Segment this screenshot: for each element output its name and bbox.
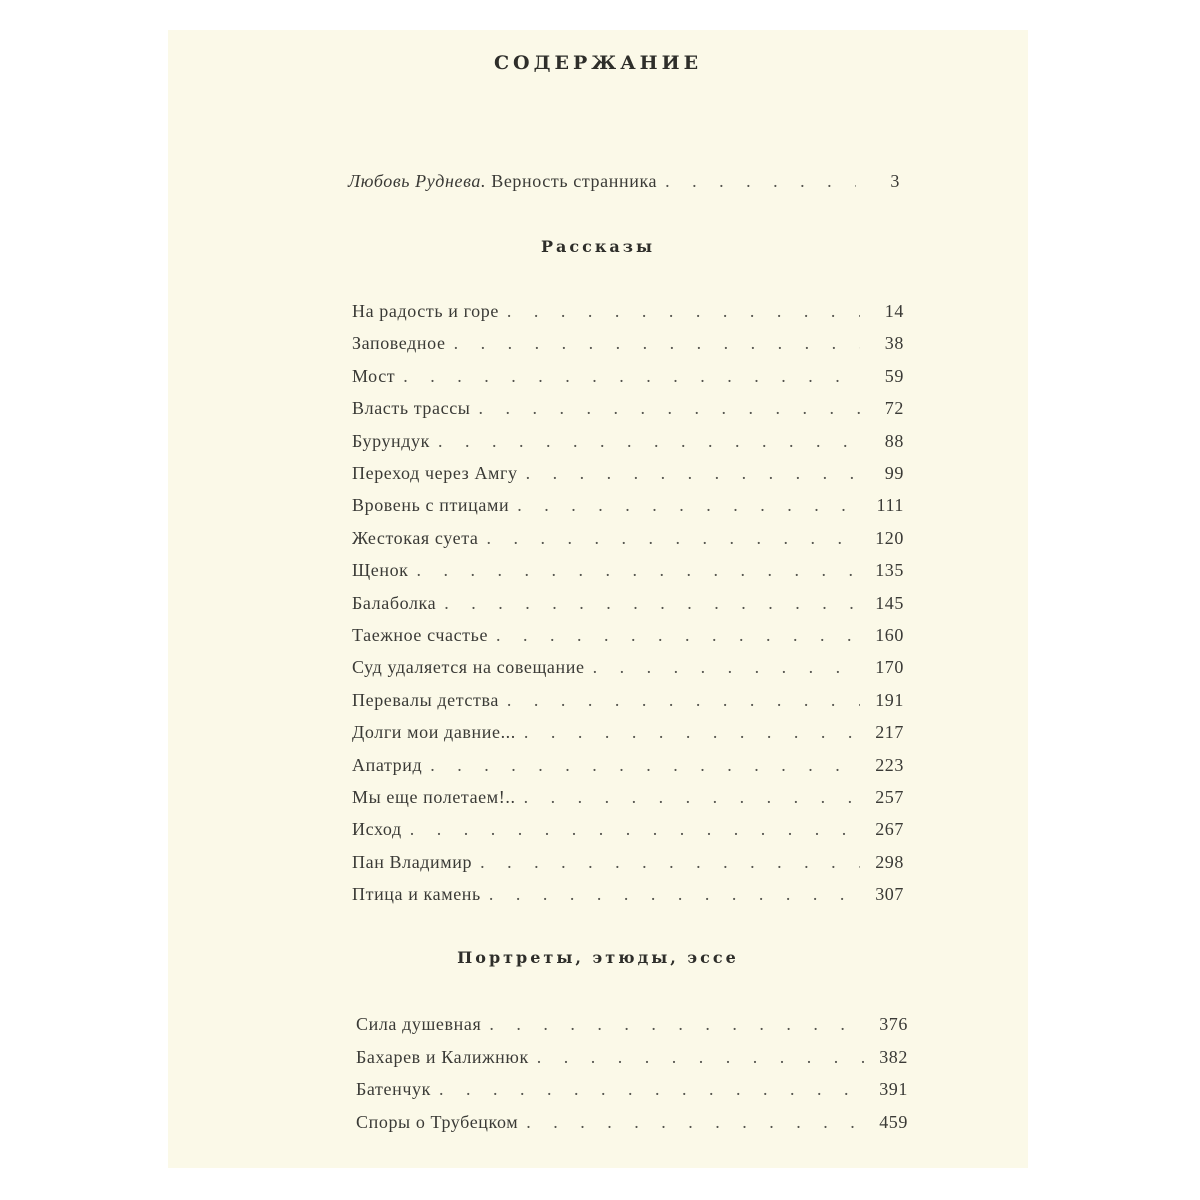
toc-entry-title: На радость и горе [352, 301, 499, 321]
toc-entry [356, 1078, 908, 1100]
page-title: СОДЕРЖАНИЕ [493, 52, 703, 74]
toc-entry [352, 332, 904, 354]
toc-entry-page-number: 38 [884, 333, 904, 354]
intro-entry [348, 170, 900, 192]
toc-entry-page-number: 135 [875, 560, 904, 581]
toc-entry [352, 592, 904, 614]
toc-entry-title: Споры о Трубецком [356, 1111, 519, 1132]
toc-entry [352, 851, 904, 873]
toc-entry [352, 365, 904, 387]
dot-leader [444, 592, 860, 614]
dot-leader [439, 1078, 864, 1100]
intro-title: Верность странника [491, 171, 658, 191]
toc-entry [356, 1111, 908, 1133]
toc-entry-title: Заповедное [352, 333, 446, 354]
dot-leader [537, 1046, 864, 1068]
toc-entry-title: Балаболка [352, 592, 437, 613]
dot-leader [507, 300, 860, 322]
toc-entry-page-number: 59 [884, 365, 904, 386]
dot-leader [487, 527, 861, 549]
toc-entry-title: Вровень с птицами [352, 495, 510, 516]
dot-leader [430, 754, 860, 776]
toc-entry [352, 624, 904, 646]
toc-entry-page-number: 99 [884, 463, 904, 483]
toc-entry-page-number: 223 [875, 754, 904, 775]
toc-entry-title: Щенок [352, 560, 409, 581]
dot-leader [524, 721, 860, 743]
toc-entry [356, 1046, 908, 1068]
toc-entry [352, 494, 904, 516]
toc-entry-title: Власть трассы [352, 398, 471, 419]
toc-entry [352, 883, 904, 905]
toc-entry-page-number: 217 [875, 722, 904, 743]
dot-leader [526, 1111, 864, 1133]
toc-entry-title: Птица и камень [352, 884, 481, 905]
toc-entry-title: Сила душевная [356, 1014, 482, 1034]
toc-entry [352, 559, 904, 581]
dot-leader [417, 559, 860, 581]
dot-leader [480, 851, 860, 873]
toc-entry [352, 656, 904, 678]
toc-entry-title: Бахарев и Калижнюк [356, 1046, 529, 1067]
section-title-portraits: Портреты, этюды, эссе [457, 948, 739, 967]
toc-entry-page-number: 111 [876, 495, 904, 516]
dot-leader [479, 397, 861, 419]
toc-entry-page-number: 191 [875, 689, 904, 710]
toc-entry [352, 300, 904, 322]
toc-entry [352, 818, 904, 840]
intro-author: Любовь Руднева. [348, 171, 487, 191]
toc-entry [352, 462, 904, 484]
toc-entry-title: Таежное счастье [352, 625, 489, 645]
toc-entry [352, 527, 904, 549]
dot-leader [593, 656, 860, 678]
dot-leader [526, 462, 860, 484]
dot-leader [403, 365, 860, 387]
dot-leader [489, 1013, 864, 1035]
toc-entry [352, 786, 904, 808]
toc-entry-title: Мы еще полетаем!.. [352, 787, 516, 807]
toc-entry-title: Апатрид [352, 754, 423, 775]
toc-entry [352, 754, 904, 776]
toc-entry-page-number: 14 [884, 301, 904, 321]
dot-leader [517, 494, 860, 516]
toc-entry-page-number: 376 [879, 1014, 908, 1034]
section-title-stories: Рассказы [540, 237, 656, 256]
toc-entry-page-number: 160 [875, 625, 904, 645]
intro-page-number: 3 [890, 171, 900, 191]
toc-entry-page-number: 120 [875, 527, 904, 548]
toc-entry-title: Перевалы детства [352, 689, 499, 710]
dot-leader [438, 430, 860, 452]
toc-entry [356, 1013, 908, 1035]
toc-entry-title: Батенчук [356, 1079, 431, 1100]
toc-entry-title: Бурундук [352, 430, 430, 451]
toc-entry-page-number: 391 [879, 1079, 908, 1100]
dot-leader [489, 883, 860, 905]
dot-leader [454, 332, 860, 354]
toc-entry-page-number: 307 [875, 884, 904, 905]
toc-entry [352, 689, 904, 711]
toc-entry [352, 430, 904, 452]
toc-entry-page-number: 88 [884, 430, 904, 451]
toc-entry-page-number: 459 [879, 1111, 908, 1132]
toc-entry-page-number: 72 [884, 398, 904, 419]
dot-leader [410, 818, 860, 840]
toc-entry [352, 721, 904, 743]
toc-entry-title: Исход [352, 819, 402, 840]
book-page [168, 30, 1028, 1168]
dot-leader [496, 624, 860, 646]
intro-entry-text [348, 170, 657, 192]
dot-leader [665, 170, 856, 192]
dot-leader [507, 689, 860, 711]
toc-entry-page-number: 382 [879, 1046, 908, 1067]
toc-entry-title: Долги мои давние... [352, 722, 516, 743]
toc-entry-title: Переход через Амгу [352, 463, 518, 483]
toc-entry-page-number: 170 [875, 657, 904, 678]
toc-entry-title: Пан Владимир [352, 851, 473, 872]
toc-entry-page-number: 145 [875, 592, 904, 613]
toc-entry-page-number: 257 [875, 787, 904, 807]
toc-entry-title: Суд удаляется на совещание [352, 657, 585, 678]
toc-entry [352, 397, 904, 419]
dot-leader [524, 786, 860, 808]
toc-entry-title: Жестокая суета [352, 527, 479, 548]
toc-entry-page-number: 267 [875, 819, 904, 840]
toc-entry-page-number: 298 [875, 851, 904, 872]
toc-entry-title: Мост [352, 365, 396, 386]
